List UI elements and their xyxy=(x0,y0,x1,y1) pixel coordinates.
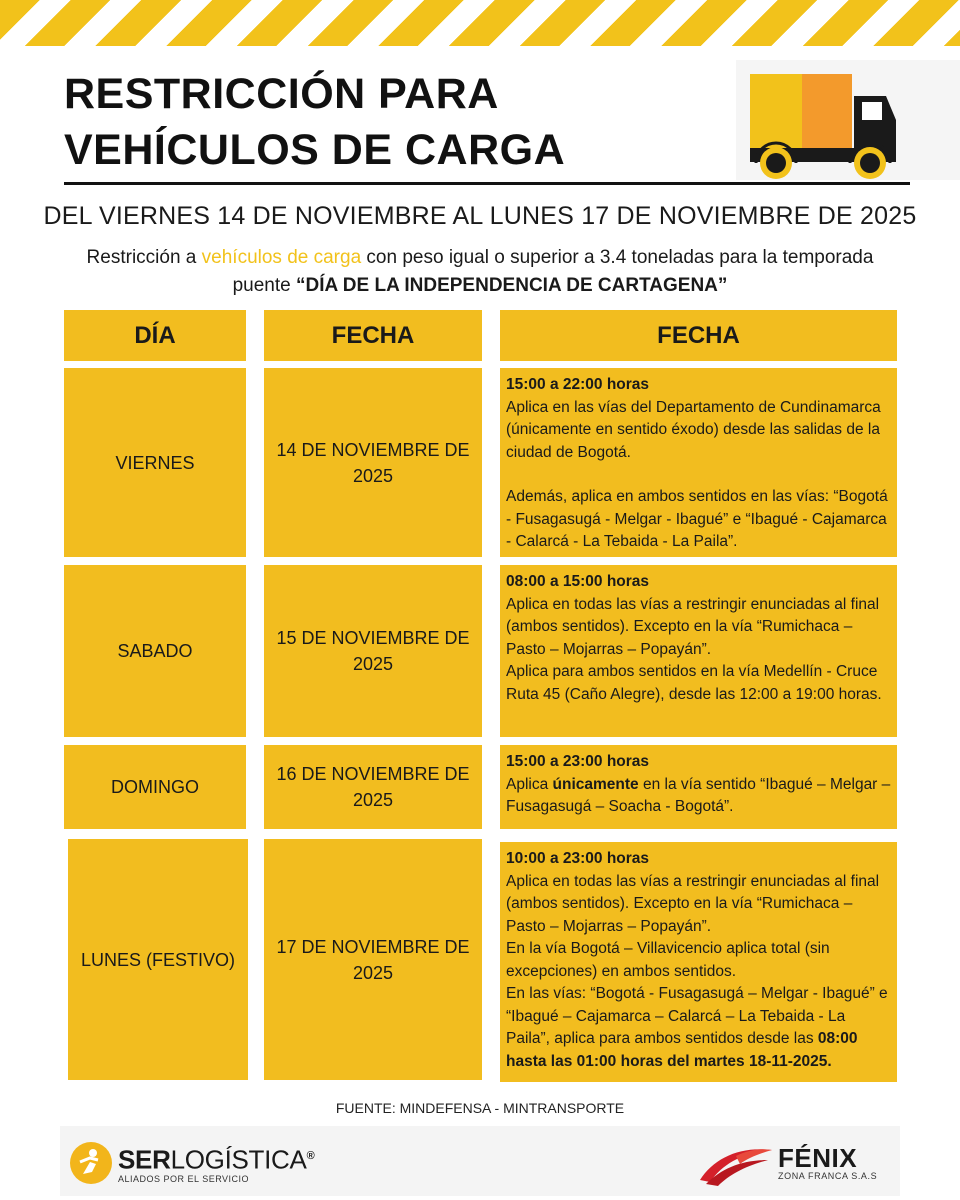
row-sabado-day: SABADO xyxy=(64,565,246,737)
date-range: DEL VIERNES 14 DE NOVIEMBRE AL LUNES 17 DE NOVIEMBRE DE 2025 xyxy=(43,202,917,230)
title-divider xyxy=(64,182,910,185)
row-sabado-hours: 08:00 a 15:00 horas xyxy=(506,573,650,590)
header-dia: DÍA xyxy=(64,310,246,361)
row-lunes-hours: 10:00 a 23:00 horas xyxy=(506,850,650,867)
serlogistica-logo: SERLOGÍSTICA® ALIADOS POR EL SERVICIO xyxy=(70,1138,314,1188)
row-lunes-day: LUNES (FESTIVO) xyxy=(68,839,248,1080)
source-note: FUENTE: MINDEFENSA - MINTRANSPORTE xyxy=(335,1100,625,1116)
serlogistica-mark-icon xyxy=(70,1142,112,1184)
row-viernes-hours: 15:00 a 22:00 horas xyxy=(506,376,650,393)
fenix-logo xyxy=(696,1138,877,1188)
row-lunes-date: 17 DE NOVIEMBRE DE 2025 xyxy=(264,839,482,1080)
row-viernes-detail: 15:00 a 22:00 horas Aplica en las vías del Departamento de Cundinamarca (únicamente en sentido éxodo) desde las salidas de la ciudad de Bogotá. Además, aplica en ambos sentidos en las vías: “Bogotá - Fusagasugá - Melgar - Ibagué” e “Ibagué - Cajamarca - Calarcá - La Tebaida - La Paila”. xyxy=(500,368,897,557)
fenix-swoosh-icon xyxy=(696,1140,774,1186)
truck-icon xyxy=(736,60,960,180)
row-domingo-detail: 15:00 a 23:00 horas Aplica únicamente en la vía sentido “Ibagué – Melgar – Fusagasugá – Soacha - Bogotá”. xyxy=(500,745,897,829)
hazard-stripe-banner xyxy=(0,0,960,46)
page-title xyxy=(64,66,704,178)
row-lunes-detail: 10:00 a 23:00 horas Aplica en todas las vías a restringir enunciadas al final (ambos sentidos). Excepto en la vía “Rumichaca – Pasto – Mojarras – Popayán”. En la vía Bogotá – Villavicencio aplica total (sin excepciones) en ambos sentidos. En las vías: “Bogotá - Fusagasugá – Melgar - Ibagué” e “Ibagué – Cajamarca – Calarcá – La Tebaida - La Paila”, aplica para ambos sentidos desde las 08:00 hasta las 01:00 horas del martes 18-11-2025. xyxy=(500,842,897,1082)
title-line-1: RESTRICCIÓN PARA xyxy=(64,70,499,118)
fenix-name: FÉNIX xyxy=(778,1143,858,1173)
row-viernes-date: 14 DE NOVIEMBRE DE 2025 xyxy=(264,368,482,557)
intro-text: Restricción a vehículos de carga con peso igual o superior a 3.4 toneladas para la temporada puente “DÍA DE LA INDEPENDENCIA DE CARTAGENA” xyxy=(86,247,874,296)
row-domingo-day: DOMINGO xyxy=(64,745,246,829)
title-line-2: VEHÍCULOS DE CARGA xyxy=(64,126,566,174)
ser-light: LOGÍSTICA xyxy=(170,1144,307,1175)
truck-illustration xyxy=(736,60,960,180)
fenix-tagline: ZONA FRANCA S.A.S xyxy=(778,1171,878,1181)
row-sabado-detail: 08:00 a 15:00 horas Aplica en todas las vías a restringir enunciadas al final (ambos sentidos). Excepto en la vía “Rumichaca – Pasto – Mojarras – Popayán”. Aplica para ambos sentidos en la vía Medellín - Cruce Ruta 45 (Caño Alegre), desde las 12:00 a 19:00 horas. xyxy=(500,565,897,737)
ser-tagline: ALIADOS POR EL SERVICIO xyxy=(118,1173,250,1184)
header-fecha: FECHA xyxy=(264,310,482,361)
row-viernes-day: VIERNES xyxy=(64,368,246,557)
intro-highlight: vehículos de carga xyxy=(201,247,362,268)
header-fecha-detail: FECHA xyxy=(500,310,897,361)
row-sabado-date: 15 DE NOVIEMBRE DE 2025 xyxy=(264,565,482,737)
ser-bold: SER xyxy=(118,1144,171,1175)
intro-holiday-name: “DÍA DE LA INDEPENDENCIA DE CARTAGENA” xyxy=(296,275,728,296)
row-domingo-date: 16 DE NOVIEMBRE DE 2025 xyxy=(264,745,482,829)
row-domingo-hours: 15:00 a 23:00 horas xyxy=(506,753,650,770)
